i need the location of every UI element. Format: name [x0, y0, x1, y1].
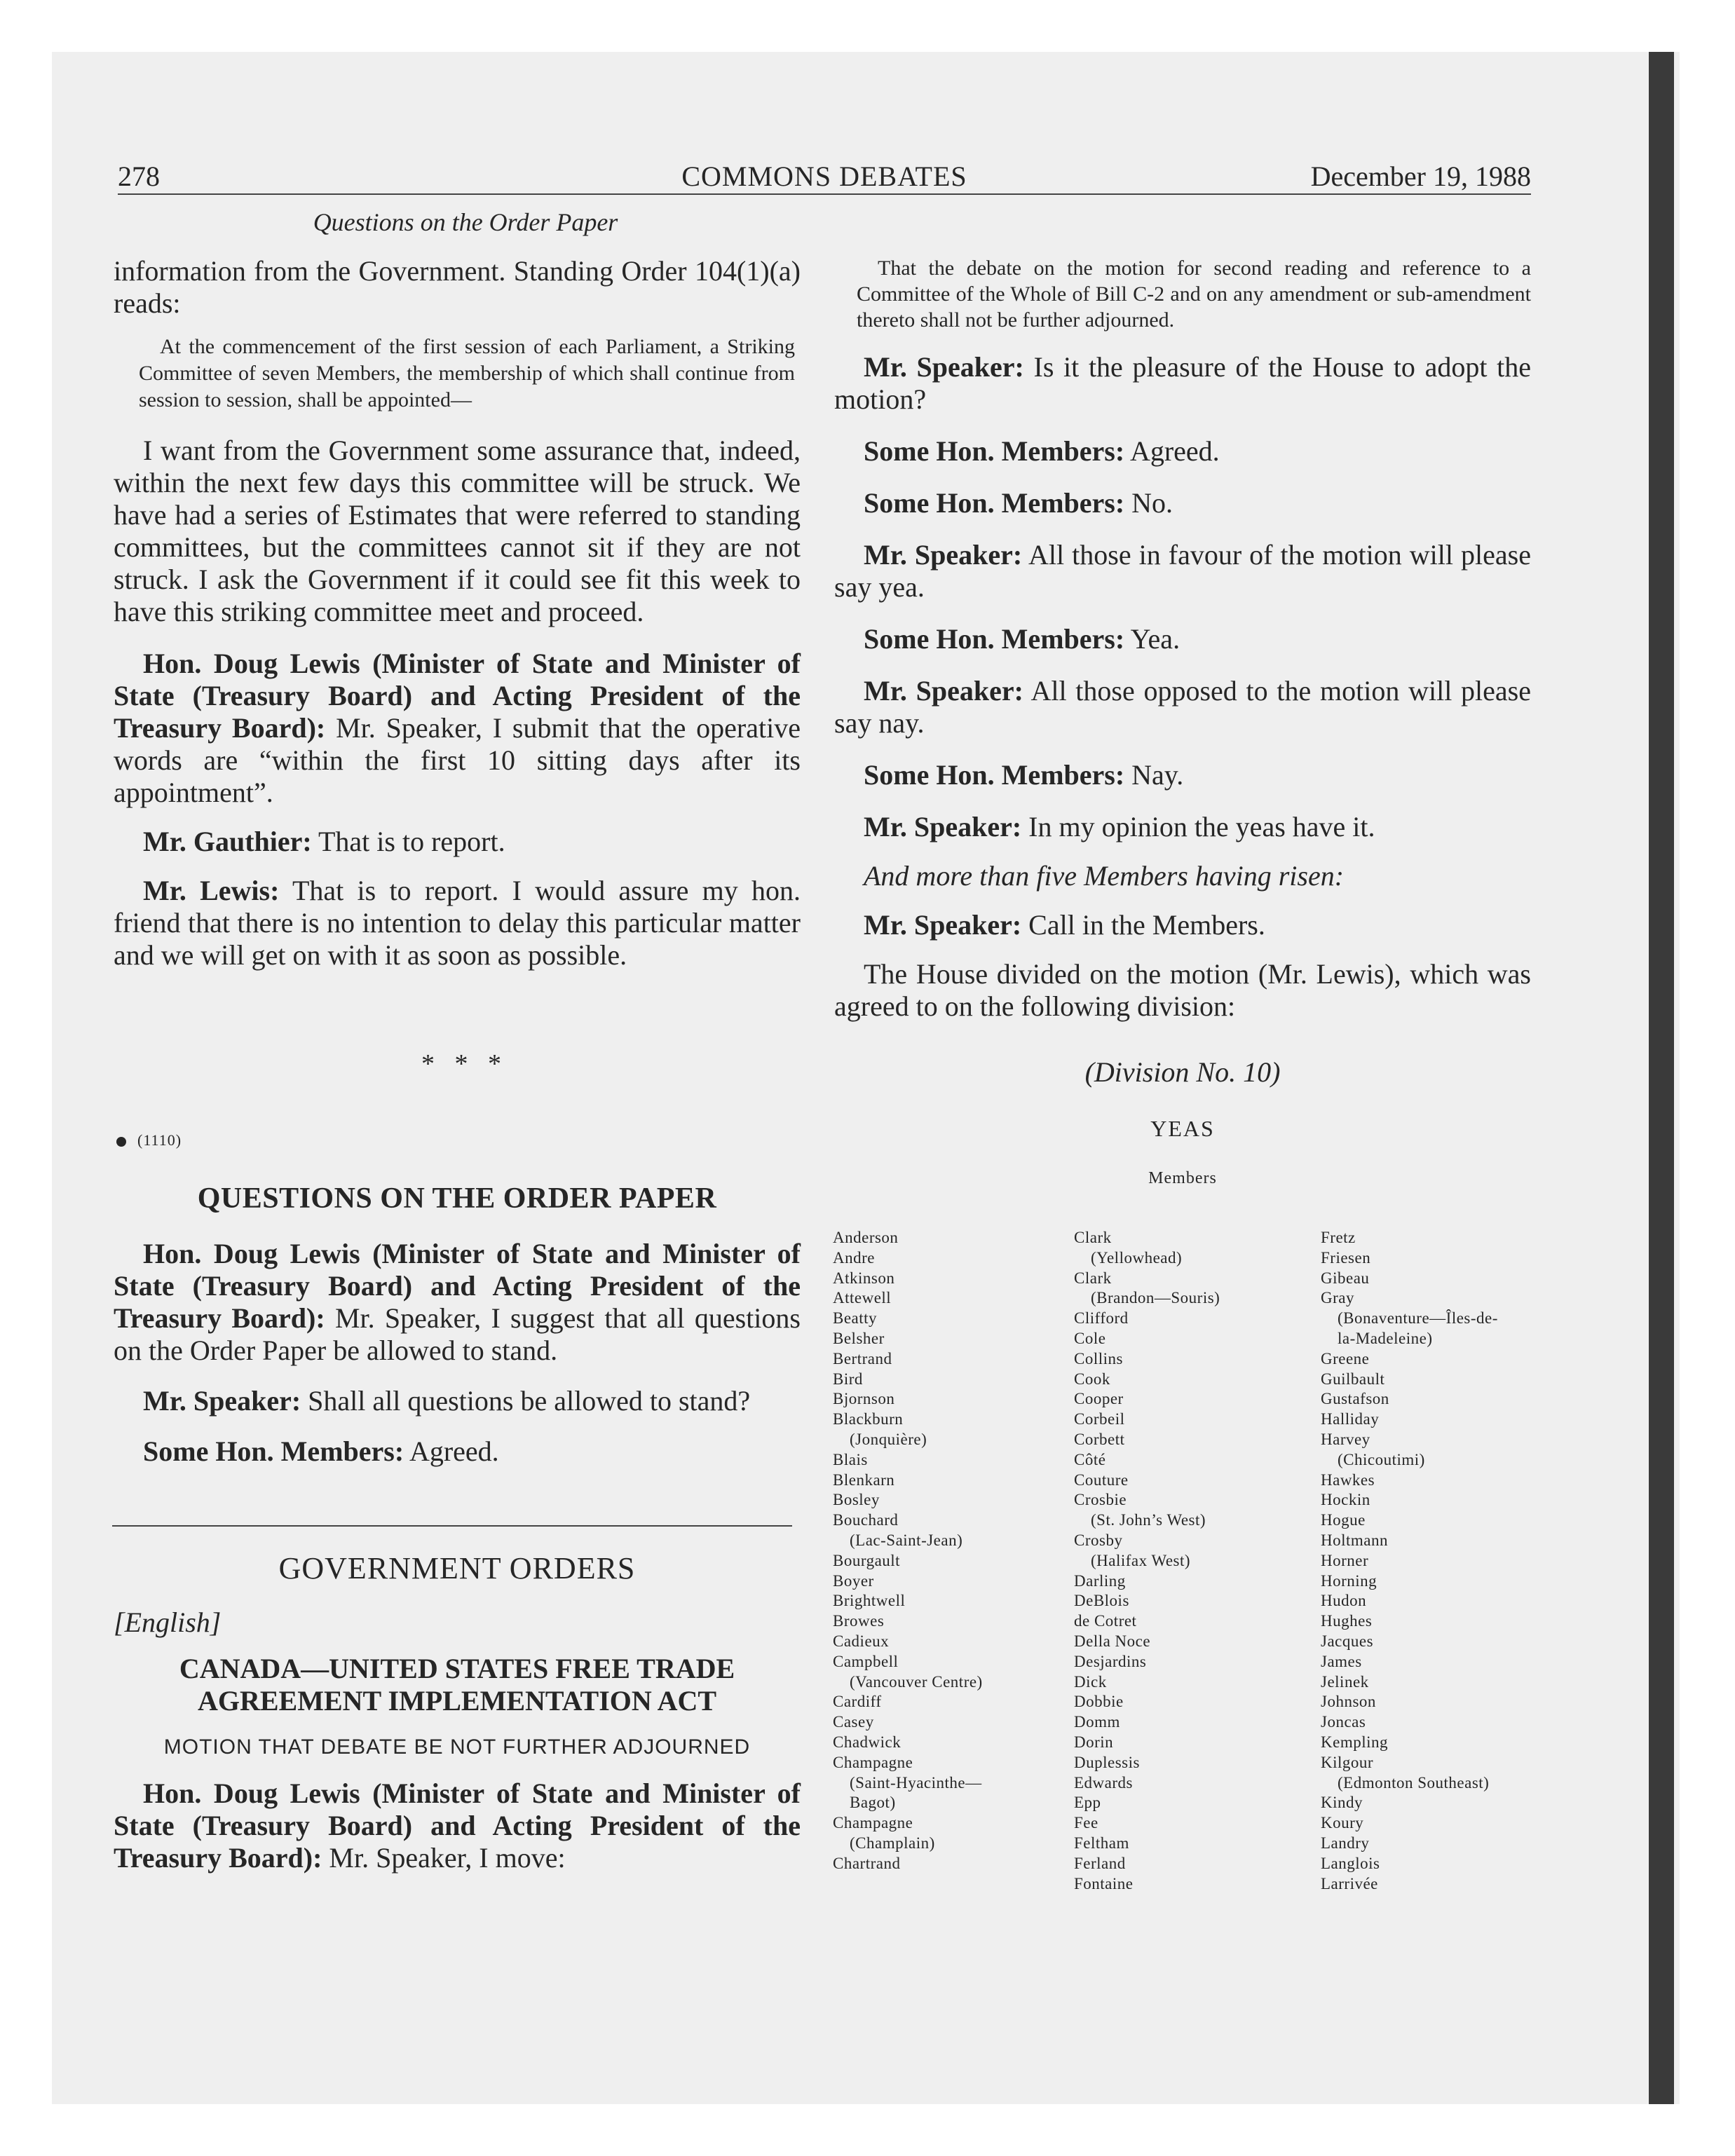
paragraph: I want from the Government some assurance that, indeed, within the next few days this committee will be struck. We have had a series of Estimates that were referred to standing committees, but the committees cannot sit if they are not struck. I ask the Government if it could see fit this week to have this striking committee meet and proceed.: [114, 435, 801, 627]
speaker-name: Mr. Speaker:: [864, 909, 1022, 941]
member-name: Horning: [1321, 1571, 1377, 1590]
member-name: Couture: [1074, 1471, 1129, 1489]
speaker-name: Mr. Speaker:: [864, 351, 1024, 383]
member-name: (Brandon—Souris): [1091, 1289, 1220, 1307]
speech: [114, 826, 801, 858]
speech-text: That is to report. I would assure my hon. friend that there is no intention to delay this particular matter and we will get on with it as soon as possible.: [114, 875, 801, 971]
speech: [834, 539, 1531, 603]
member-name: Blackburn: [833, 1410, 904, 1428]
speech-text: Mr. Speaker, I suggest that all questions on the Order Paper be allowed to stand.: [114, 1302, 801, 1366]
member-name: Landry: [1321, 1834, 1370, 1852]
member-name: Harvey: [1321, 1430, 1370, 1448]
section-divider: [112, 1525, 792, 1527]
member-name: (Champlain): [850, 1834, 935, 1852]
speech: [114, 1435, 801, 1468]
member-name: Fretz: [1321, 1229, 1356, 1246]
act-title-line2: AGREEMENT IMPLEMENTATION ACT: [197, 1685, 717, 1717]
paragraph: information from the Government. Standing Order 104(1)(a) reads:: [114, 255, 801, 319]
member-name: Crosbie: [1074, 1491, 1127, 1509]
member-name: Chadwick: [833, 1733, 901, 1751]
member-name: Attewell: [833, 1289, 892, 1307]
speaker-name: Hon. Doug Lewis (Minister of State and Minister of State (Treasury Board) and Acting President of the Treasury Board):: [114, 648, 801, 744]
speech: [834, 435, 1531, 468]
speaker-name: Mr. Speaker:: [864, 811, 1022, 842]
member-name: DeBlois: [1074, 1592, 1129, 1610]
member-name: Bird: [833, 1370, 863, 1388]
member-name: Joncas: [1321, 1713, 1366, 1731]
speech-text: In my opinion the yeas have it.: [1021, 811, 1375, 842]
member-name: (Vancouver Centre): [850, 1672, 983, 1691]
speech: [114, 1385, 801, 1417]
speech: [834, 351, 1531, 416]
member-name: Bourgault: [833, 1551, 901, 1569]
division-paragraph: The House divided on the motion (Mr. Lewis), which was agreed to on the following division:: [834, 958, 1531, 1022]
member-name: Corbeil: [1074, 1410, 1125, 1428]
member-name: Halliday: [1321, 1410, 1380, 1428]
member-name: Bertrand: [833, 1349, 892, 1367]
left-column-lower: [114, 1182, 801, 1468]
speech-text: All those in favour of the motion will please say yea.: [834, 539, 1531, 603]
member-name: Gibeau: [1321, 1269, 1370, 1287]
speech: [834, 759, 1531, 791]
page-number: 278: [118, 161, 160, 192]
speaker-name: Hon. Doug Lewis (Minister of State and Minister of State (Treasury Board) and Acting President of the Treasury Board):: [114, 1778, 801, 1874]
speaker-name: Some Hon. Members:: [143, 1435, 404, 1467]
member-name: Johnson: [1321, 1693, 1376, 1711]
member-name: Edwards: [1074, 1773, 1133, 1792]
member-name: Collins: [1074, 1349, 1123, 1367]
section-heading: QUESTIONS ON THE ORDER PAPER: [197, 1182, 717, 1215]
yeas-heading: YEAS: [1150, 1116, 1215, 1141]
speech-text: All those opposed to the motion will please say nay.: [834, 675, 1531, 739]
speaker-name: Some Hon. Members:: [864, 759, 1125, 791]
member-name: Cooper: [1074, 1390, 1124, 1408]
member-name: Boyer: [833, 1571, 874, 1590]
section-subheading: Questions on the Order Paper: [313, 208, 618, 236]
speaker-name: Mr. Lewis:: [143, 875, 280, 906]
yeas-names-column-2: [1074, 1228, 1305, 1894]
speech: [834, 909, 1531, 941]
bullet-icon: [116, 1137, 126, 1147]
speaker-name: Mr. Speaker:: [143, 1385, 301, 1417]
member-name: Browes: [833, 1612, 885, 1630]
member-name: Darling: [1074, 1571, 1126, 1590]
speech-text: That is to report.: [311, 826, 505, 857]
member-name: Kempling: [1321, 1733, 1388, 1751]
member-name: Guilbault: [1321, 1370, 1385, 1388]
speech-text: Yea.: [1124, 623, 1181, 655]
running-title: COMMONS DEBATES: [681, 161, 967, 192]
speech-text: Shall all questions be allowed to stand?: [301, 1385, 751, 1417]
member-name: Hawkes: [1321, 1471, 1375, 1489]
division-number: (Division No. 10): [1084, 1056, 1281, 1088]
member-name: Dick: [1074, 1672, 1107, 1691]
speech: [114, 648, 801, 809]
member-name: Della Noce: [1074, 1632, 1151, 1650]
member-name: Hogue: [1321, 1511, 1366, 1529]
member-name: Greene: [1321, 1349, 1370, 1367]
section-heading: GOVERNMENT ORDERS: [278, 1551, 636, 1585]
speaker-name: Some Hon. Members:: [864, 623, 1125, 655]
member-name: Kindy: [1321, 1794, 1363, 1812]
member-name: Fontaine: [1074, 1874, 1134, 1892]
speaker-name: Mr. Gauthier:: [143, 826, 312, 857]
member-name: (Edmonton Southeast): [1338, 1773, 1490, 1792]
speaker-name: Hon. Doug Lewis (Minister of State and Minister of State (Treasury Board) and Acting President of the Treasury Board):: [114, 1238, 801, 1334]
time-marker-text: (1110): [137, 1131, 182, 1149]
member-name: Bosley: [833, 1491, 880, 1509]
member-name: (Jonquière): [850, 1430, 927, 1448]
speech-text: Nay.: [1124, 759, 1184, 791]
member-name: Côté: [1074, 1450, 1106, 1468]
member-name: Kilgour: [1321, 1753, 1374, 1771]
speaker-name: Some Hon. Members:: [864, 487, 1125, 519]
member-name: de Cotret: [1074, 1612, 1137, 1630]
member-name: Horner: [1321, 1551, 1369, 1569]
member-name: Brightwell: [833, 1592, 906, 1610]
speech: [114, 1238, 801, 1367]
member-name: (Lac-Saint-Jean): [850, 1531, 963, 1549]
member-name: James: [1321, 1652, 1362, 1670]
member-name: Atkinson: [833, 1269, 895, 1287]
member-name: Clark: [1074, 1269, 1112, 1287]
member-name: Hockin: [1321, 1491, 1370, 1509]
member-name: Corbett: [1074, 1430, 1125, 1448]
member-name: Jacques: [1321, 1632, 1374, 1650]
member-name: Bagot): [850, 1794, 896, 1812]
speech-text: Call in the Members.: [1021, 909, 1265, 941]
member-name: Chartrand: [833, 1854, 901, 1872]
speech-text: Is it the pleasure of the House to adopt the motion?: [834, 351, 1532, 415]
speaker-name: Some Hon. Members:: [864, 435, 1125, 467]
member-name: (Bonaventure—Îles-de-: [1338, 1309, 1498, 1328]
member-name: Epp: [1074, 1794, 1101, 1812]
speech: [834, 675, 1531, 739]
speech: [834, 487, 1531, 519]
speech-text: No.: [1124, 487, 1173, 519]
yeas-names-column-1: [833, 1228, 1064, 1874]
member-name: (St. John’s West): [1091, 1511, 1206, 1529]
member-name: Feltham: [1074, 1834, 1129, 1852]
member-name: Holtmann: [1321, 1531, 1388, 1549]
member-name: Cadieux: [833, 1632, 890, 1650]
speech: [834, 811, 1531, 843]
member-name: (Yellowhead): [1091, 1248, 1183, 1267]
member-name: Friesen: [1321, 1248, 1371, 1267]
member-name: Gustafson: [1321, 1390, 1389, 1408]
motion-quotation: That the debate on the motion for second reading and reference to a Committee of the Whole of Bill C-2 and on any amendment or sub-amendment thereto shall not be further adjourned.: [857, 257, 1531, 332]
member-name: Hudon: [1321, 1592, 1367, 1610]
member-name: (Halifax West): [1091, 1551, 1191, 1569]
member-name: Bouchard: [833, 1511, 899, 1529]
member-name: Larrivée: [1321, 1874, 1378, 1892]
member-name: Beatty: [833, 1309, 878, 1328]
quotation: At the commencement of the first session of each Parliament, a Striking Committee of seven Members, the membership of which shall continue from session to session, shall be appointed—: [139, 335, 795, 411]
speaker-name: Mr. Speaker:: [864, 539, 1023, 571]
member-name: Cardiff: [833, 1693, 882, 1711]
header-rule: [118, 193, 1531, 195]
member-name: Desjardins: [1074, 1652, 1147, 1670]
member-name: Crosby: [1074, 1531, 1123, 1549]
section-break-stars: * * *: [421, 1049, 501, 1079]
member-name: Blais: [833, 1450, 868, 1468]
stage-direction: And more than five Members having risen:: [864, 860, 1345, 892]
member-name: (Chicoutimi): [1338, 1450, 1425, 1468]
member-name: Gray: [1321, 1289, 1354, 1307]
member-name: Duplessis: [1074, 1753, 1140, 1771]
member-name: Blenkarn: [833, 1471, 895, 1489]
scanner-edge: [1649, 52, 1674, 2104]
members-heading: Members: [1148, 1169, 1217, 1187]
member-name: Andre: [833, 1248, 875, 1267]
language-tag: [English]: [114, 1606, 222, 1638]
member-name: Hughes: [1321, 1612, 1373, 1630]
page-date: December 19, 1988: [1310, 161, 1531, 192]
member-name: Dobbie: [1074, 1693, 1124, 1711]
motion-heading: MOTION THAT DEBATE BE NOT FURTHER ADJOURNED: [163, 1735, 751, 1759]
member-name: Champagne: [833, 1814, 913, 1832]
member-name: Dorin: [1074, 1733, 1114, 1751]
member-name: Koury: [1321, 1814, 1364, 1832]
member-name: Cole: [1074, 1329, 1106, 1347]
member-name: la-Madeleine): [1338, 1329, 1433, 1347]
speech-text: Agreed.: [404, 1435, 499, 1467]
member-name: Belsher: [833, 1329, 885, 1347]
member-name: Jelinek: [1321, 1672, 1369, 1691]
member-name: Bjornson: [833, 1390, 895, 1408]
member-name: Fee: [1074, 1814, 1098, 1832]
speech-text: Agreed.: [1124, 435, 1220, 467]
member-name: Ferland: [1074, 1854, 1126, 1872]
member-name: (Saint-Hyacinthe—: [850, 1773, 982, 1792]
speech: [114, 875, 801, 971]
member-name: Langlois: [1321, 1854, 1380, 1872]
speech: [834, 623, 1531, 655]
time-marker: [116, 1131, 182, 1149]
speech-text: Mr. Speaker, I move:: [322, 1842, 566, 1874]
left-column: [114, 255, 801, 971]
member-name: Clark: [1074, 1229, 1112, 1246]
member-name: Casey: [833, 1713, 874, 1731]
member-name: Anderson: [833, 1229, 899, 1246]
act-title-line1: CANADA—UNITED STATES FREE TRADE: [179, 1653, 735, 1684]
yeas-names-column-3: [1321, 1228, 1552, 1894]
member-name: Clifford: [1074, 1309, 1129, 1328]
right-column: [834, 255, 1531, 1023]
speech-text: Mr. Speaker, I submit that the operative words are “within the first 10 sitting days after its appointment”.: [114, 712, 801, 808]
speech: [114, 1778, 801, 1874]
speaker-name: Mr. Speaker:: [864, 675, 1023, 707]
member-name: Campbell: [833, 1652, 899, 1670]
member-name: Cook: [1074, 1370, 1110, 1388]
left-column-orders: [114, 1550, 801, 1874]
member-name: Champagne: [833, 1753, 913, 1771]
member-name: Domm: [1074, 1713, 1120, 1731]
